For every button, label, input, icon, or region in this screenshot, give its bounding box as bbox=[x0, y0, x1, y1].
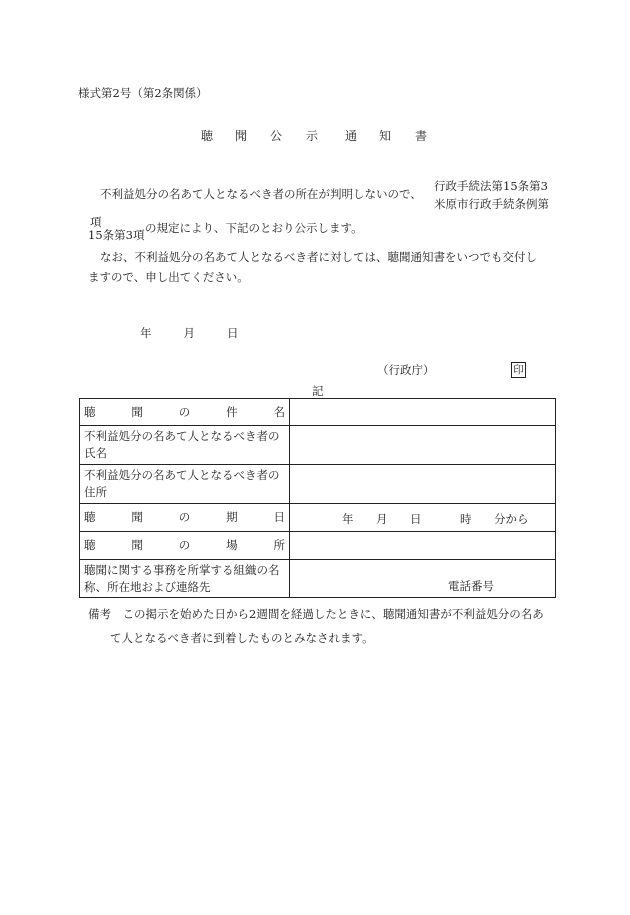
notice-paragraph-lead: 不利益処分の名あて人となるべき者の所在が判明しないので、 bbox=[100, 187, 422, 201]
label-char: 聴 bbox=[84, 538, 96, 552]
record-heading: 記 bbox=[312, 384, 324, 398]
agency-label: （行政庁） bbox=[377, 363, 435, 377]
date-line bbox=[140, 325, 271, 341]
label-char: の bbox=[178, 510, 191, 524]
delivery-note-line-2: ますので、申し出てください。 bbox=[88, 270, 249, 284]
contact-organization-label: 聴聞に関する事務を所掌する組織の名称、所在地および連絡先 bbox=[80, 560, 290, 598]
label-char: の bbox=[178, 538, 191, 552]
law-reference bbox=[434, 177, 549, 213]
date-hour-unit: 時 bbox=[460, 511, 472, 526]
title-char: 聴 bbox=[201, 129, 214, 143]
table-row bbox=[80, 504, 556, 532]
addressee-name-value[interactable] bbox=[290, 426, 556, 465]
addressee-name-label: 不利益処分の名あて人となるべき者の氏名 bbox=[80, 426, 290, 465]
hearing-details-table bbox=[79, 398, 556, 598]
label-char: 聴 bbox=[84, 404, 96, 419]
date-minute-unit: 分から bbox=[494, 511, 529, 526]
hearing-place-label bbox=[80, 532, 290, 560]
title-char: 書 bbox=[415, 129, 428, 143]
addressee-address-label: 不利益処分の名あて人となるべき者の住所 bbox=[80, 465, 290, 504]
remarks-line-1: 備考 この掲示を始めた日から2週間を経過したときに、聴聞通知書が不利益処分の名あ bbox=[88, 607, 544, 621]
table-row bbox=[80, 560, 556, 598]
label-char: 件 bbox=[226, 404, 238, 419]
label-char: 場 bbox=[226, 538, 238, 552]
seal-mark: 印 bbox=[511, 362, 526, 378]
label-char: 名 bbox=[273, 404, 285, 419]
ordinance-section: 15条第3項 bbox=[88, 228, 145, 242]
hearing-subject-label bbox=[80, 399, 290, 426]
form-number: 様式第2号（第2条関係） bbox=[78, 86, 208, 100]
title-char: 聞 bbox=[235, 129, 248, 143]
law-line-1: 行政手続法第15条第3 bbox=[434, 179, 548, 193]
delivery-note-line-1: なお、不利益処分の名あて人となるべき者に対しては、聴聞通知書をいつでも交付し bbox=[100, 250, 537, 264]
label-char: 所 bbox=[273, 538, 285, 552]
notice-paragraph-tail: の規定により、下記のとおり公示します。 bbox=[145, 221, 363, 235]
remarks-line-2: て人となるべき者に到着したものとみなされます。 bbox=[110, 631, 374, 645]
date-year: 年 bbox=[140, 326, 152, 340]
hearing-date-label bbox=[80, 504, 290, 532]
date-year-unit: 年 bbox=[342, 511, 354, 526]
law-item-label: 項 bbox=[90, 215, 102, 229]
hearing-subject-value[interactable] bbox=[290, 399, 556, 426]
title-char: 知 bbox=[379, 129, 392, 143]
date-day: 日 bbox=[227, 326, 239, 340]
title-char: 公 bbox=[270, 129, 283, 143]
contact-organization-value[interactable] bbox=[290, 560, 556, 598]
title-char: 通 bbox=[345, 129, 358, 143]
law-line-2: 米原市行政手続条例第 bbox=[434, 197, 549, 211]
table-row bbox=[80, 399, 556, 426]
label-char: 聞 bbox=[131, 538, 143, 552]
hearing-place-value[interactable] bbox=[290, 532, 556, 560]
label-char: 日 bbox=[273, 510, 285, 524]
label-char: の bbox=[178, 404, 191, 419]
hearing-date-value[interactable] bbox=[290, 504, 556, 532]
label-char: 期 bbox=[226, 510, 238, 524]
table-row bbox=[80, 465, 556, 504]
table-row bbox=[80, 426, 556, 465]
label-char: 聴 bbox=[84, 510, 96, 524]
addressee-address-value[interactable] bbox=[290, 465, 556, 504]
table-row bbox=[80, 532, 556, 560]
title-char: 示 bbox=[306, 129, 319, 143]
label-char: 聞 bbox=[131, 510, 143, 524]
date-month-unit: 月 bbox=[376, 511, 388, 526]
date-day-unit: 日 bbox=[410, 511, 422, 526]
date-month: 月 bbox=[183, 326, 195, 340]
label-char: 聞 bbox=[131, 404, 143, 419]
phone-number-label: 電話番号 bbox=[448, 579, 494, 593]
